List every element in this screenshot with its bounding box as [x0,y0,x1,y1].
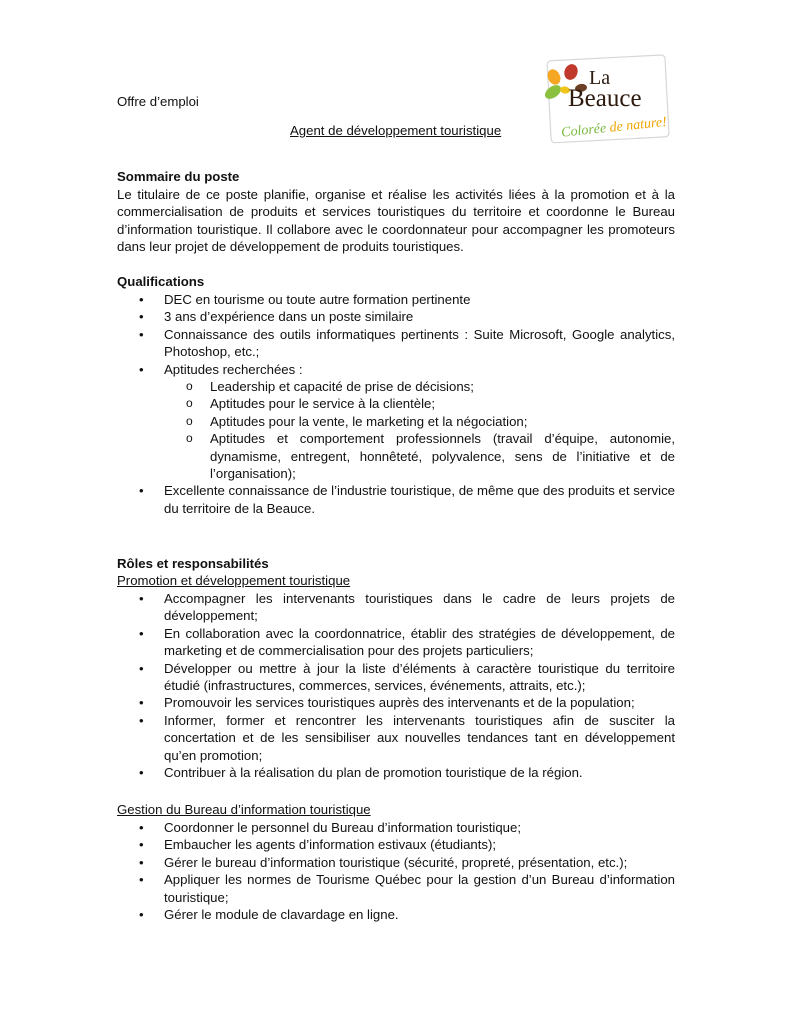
logo-text-la: La [589,67,611,89]
promotion-subheading: Promotion et développement touristique [117,573,351,588]
list-item: • 3 ans d’expérience dans un poste similaire [0,308,675,325]
list-item: • Embaucher les agents d’information estivaux (étudiants); [0,836,675,853]
summary-heading: Sommaire du poste [117,169,240,184]
roles-heading: Rôles et responsabilités [117,556,269,571]
list-item: • Gérer le bureau d’information touristique (sécurité, propreté, présentation, etc.); [0,854,675,871]
aptitudes-label: Aptitudes recherchées : [164,361,303,377]
sub-list-item: o Leadership et capacité de prise de décisions; [210,378,675,395]
list-item-aptitudes [0,361,675,483]
bureau-list [0,819,675,923]
aptitudes-list [164,378,675,482]
list-item: • Accompagner les intervenants touristiques dans le cadre de leurs projets de développement; [0,590,675,625]
list-item: • Informer, former et rencontrer les intervenants touristiques afin de susciter la concertation et de les sensibiliser aux nouvelles tendances tant en développement qu’en promotion; [0,712,675,764]
list-item: • Contribuer à la réalisation du plan de promotion touristique de la région. [0,764,675,781]
sub-list-item: o Aptitudes et comportement professionnels (travail d’équipe, autonomie, dynamisme, entregent, honnêteté, polyvalence, sens de l’initiative et de l’organisation); [210,430,675,482]
list-item: • Coordonner le personnel du Bureau d’information touristique; [0,819,675,836]
list-item: • Appliquer les normes de Tourisme Québec pour la gestion d’un Bureau d’information touristique; [0,871,675,906]
list-item: • DEC en tourisme ou toute autre formation pertinente [0,291,675,308]
list-item: • Développer ou mettre à jour la liste d’éléments à caractère touristique du territoire étudié (infrastructures, commerces, services, événements, attraits, etc.); [0,660,675,695]
job-title: Agent de développement touristique [290,123,502,138]
qualifications-list [0,291,675,517]
list-item: • Connaissance des outils informatiques pertinents : Suite Microsoft, Google analytics, Photoshop, etc.; [0,326,675,361]
summary-text: Le titulaire de ce poste planifie, organise et réalise les activités liées à la promotion et à la commercialisation de produits et services touristiques du territoire et coordonne le Bureau d’information touristique. Il collabore avec le coordonnateur pour accompagner les promoteurs dans leur projet de développement de produits touristiques. [117,187,675,255]
list-item: • Promouvoir les services touristiques auprès des intervenants et de la population; [0,694,675,711]
logo-text-beauce: Beauce [568,85,642,112]
sub-list-item: o Aptitudes pour le service à la clientèle; [210,395,675,412]
promotion-list [0,590,675,781]
bureau-subheading: Gestion du Bureau d’information touristique [117,802,371,817]
logo-tagline: Colorée de nature! [560,114,668,141]
list-item: • En collaboration avec la coordonnatrice, établir des stratégies de développement, de marketing et de commercialisation pour des projets particuliers; [0,625,675,660]
list-item: • Gérer le module de clavardage en ligne. [0,906,675,923]
list-item: • Excellente connaissance de l’industrie touristique, de même que des produits et service du territoire de la Beauce. [0,482,675,517]
document-type: Offre d’emploi [117,94,199,109]
qualifications-heading: Qualifications [117,274,205,289]
sub-list-item: o Aptitudes pour la vente, le marketing et la négociation; [210,413,675,430]
la-beauce-logo [537,50,674,146]
